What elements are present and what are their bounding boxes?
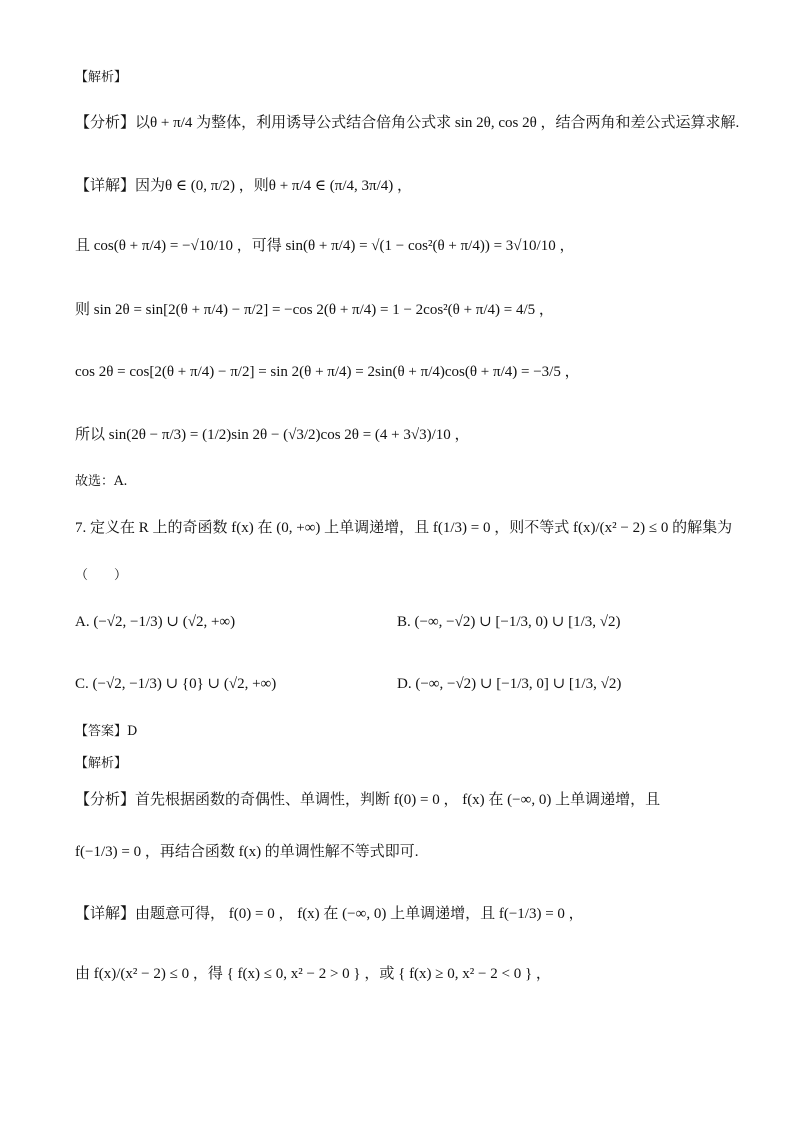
question-paren: （ ） [75, 568, 128, 583]
detail-line-2: 且 cos(θ + π/4) = −√10/10 ，可得 sin(θ + π/4) = √(1 − cos²(θ + π/4)) = 3√10/10 ， [75, 238, 575, 254]
option-d: D. (−∞, −√2) ∪ [−1/3, 0] ∪ [1/3, √2) [397, 676, 622, 692]
analysis-line-2b: f(−1/3) = 0 ，再结合函数 f(x) 的单调性解不等式即可. [75, 844, 419, 860]
jiexi-label-2: 【解析】 [75, 756, 128, 771]
detail-line-2b: 由 f(x)/(x² − 2) ≤ 0 ，得 { f(x) ≤ 0, x² − 2 > 0 } ，或 { f(x) ≥ 0, x² − 2 < 0 } ， [75, 966, 551, 982]
detail-line-2a: 【详解】由题意可得， f(0) = 0 ， f(x) 在 (−∞, 0) 上单调递增，且 f(−1/3) = 0 ， [75, 906, 584, 922]
analysis-line-2a: 【分析】首先根据函数的奇偶性、单调性，判断 f(0) = 0 ， f(x) 在 (−∞, 0) 上单调递增，且 [75, 792, 661, 808]
answer-label: 【答案】D [75, 724, 138, 739]
detail-line-1: 【详解】因为θ ∈ (0, π/2) ，则θ + π/4 ∈ (π/4, 3π/4) ， [75, 178, 412, 194]
option-b: B. (−∞, −√2) ∪ [−1/3, 0) ∪ [1/3, √2) [397, 614, 621, 630]
analysis-line: 【分析】以θ + π/4 为整体，利用诱导公式结合倍角公式求 sin 2θ, cos 2θ ，结合两角和差公式运算求解. [75, 115, 740, 131]
jiexi-label: 【解析】 [75, 70, 128, 85]
option-c: C. (−√2, −1/3) ∪ {0} ∪ (√2, +∞) [75, 676, 277, 692]
option-a: A. (−√2, −1/3) ∪ (√2, +∞) [75, 614, 236, 630]
detail-line-3: 则 sin 2θ = sin[2(θ + π/4) − π/2] = −cos 2(θ + π/4) = 1 − 2cos²(θ + π/4) = 4/5 ， [75, 302, 554, 318]
question-stem: 7. 定义在 R 上的奇函数 f(x) 在 (0, +∞) 上单调递增，且 f(1/3) = 0 ，则不等式 f(x)/(x² − 2) ≤ 0 的解集为 [75, 520, 733, 536]
conclusion: 故选：A. [75, 474, 128, 489]
detail-line-5: 所以 sin(2θ − π/3) = (1/2)sin 2θ − (√3/2)cos 2θ = (4 + 3√3)/10 ， [75, 427, 470, 443]
detail-line-4: cos 2θ = cos[2(θ + π/4) − π/2] = sin 2(θ + π/4) = 2sin(θ + π/4)cos(θ + π/4) = −3/5 ， [75, 364, 580, 380]
